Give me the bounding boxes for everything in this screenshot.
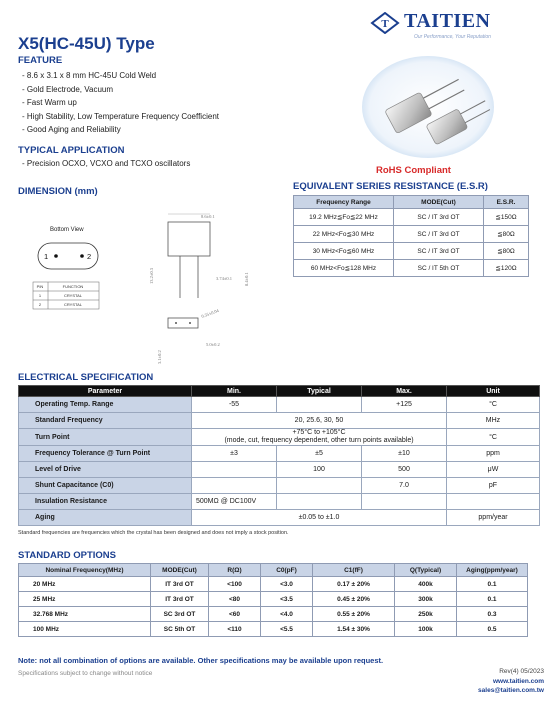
feature-item: - High Stability, Low Temperature Frequency Coefficient — [22, 111, 219, 121]
website-link[interactable]: www.taitien.com — [492, 678, 544, 685]
table-cell: 25 MHz — [19, 592, 151, 607]
esr-table — [293, 195, 529, 277]
table-cell: 32.768 MHz — [19, 607, 151, 622]
table-cell: 300k — [395, 592, 457, 607]
table-cell: °C — [447, 429, 540, 446]
table-header: C0(pF) — [261, 564, 313, 577]
table-cell: 0.5 — [457, 622, 528, 637]
table-cell — [192, 429, 447, 446]
dim-label: 0.35±0.04 — [200, 308, 220, 319]
logo-mark-icon — [370, 12, 400, 34]
table-cell: SC / IT 5th OT — [394, 260, 484, 277]
table-cell: ≦120Ω — [484, 260, 529, 277]
table-header: Parameter — [19, 386, 192, 397]
table-cell: 0.17 ± 20% — [313, 577, 395, 592]
table-row — [294, 209, 529, 226]
table-cell: <3.0 — [261, 577, 313, 592]
table-cell: <4.0 — [261, 607, 313, 622]
table-cell: 0.1 — [457, 577, 528, 592]
table-header: R(Ω) — [209, 564, 261, 577]
table-cell: <3.5 — [261, 592, 313, 607]
feature-item: - Good Aging and Reliability — [22, 125, 121, 134]
bottom-view-label: Bottom View — [50, 227, 84, 233]
table-cell: SC / IT 3rd OT — [394, 226, 484, 243]
table-header: Q(Typical) — [395, 564, 457, 577]
pin1-label: 1 — [44, 252, 49, 261]
table-cell: °C — [447, 397, 540, 413]
lead-dot — [175, 322, 177, 324]
table-cell: ppm — [447, 446, 540, 462]
table-cell — [277, 478, 362, 494]
table-cell: ≦150Ω — [484, 209, 529, 226]
page-title: X5(HC-45U) Type — [18, 34, 155, 53]
table-row — [19, 510, 540, 526]
dim-label: 3.1±0.2 — [157, 350, 162, 364]
table-row — [19, 494, 540, 510]
table-cell: 400k — [395, 577, 457, 592]
table-header: MODE(Cut) — [151, 564, 209, 577]
pin-table-header: PIN — [36, 284, 44, 289]
param-cell: Operating Temp. Range — [19, 397, 192, 413]
table-cell: SC / IT 3rd OT — [394, 243, 484, 260]
electrical-table — [18, 385, 540, 526]
pin1-dot — [54, 254, 58, 258]
esr-heading: EQUIVALENT SERIES RESISTANCE (E.S.R) — [293, 181, 488, 192]
lead-dot — [189, 322, 191, 324]
table-cell: IT 3rd OT — [151, 592, 209, 607]
table-cell — [192, 462, 277, 478]
param-cell: Level of Drive — [19, 462, 192, 478]
feature-list — [22, 69, 219, 137]
table-header: Min. — [192, 386, 277, 397]
table-header: Max. — [362, 386, 447, 397]
table-cell: ±10 — [362, 446, 447, 462]
param-cell: Shunt Capacitance (C0) — [19, 478, 192, 494]
pin-table-cell: CRYSTAL — [63, 302, 83, 307]
table-header: Nominal Frequency(MHz) — [19, 564, 151, 577]
dim-label: 13.2±0.3 — [149, 268, 154, 284]
table-header-row — [19, 564, 528, 577]
options-table — [18, 563, 528, 637]
table-cell: SC 5th OT — [151, 622, 209, 637]
application-heading: TYPICAL APPLICATION — [18, 145, 125, 156]
logo-tagline: Our Performance, Your Reputation — [414, 34, 491, 40]
dim-label: 3.74±0.1 — [216, 276, 232, 281]
table-row — [19, 446, 540, 462]
table-cell: 1.54 ± 30% — [313, 622, 395, 637]
table-cell: 60 MHz<Fo≦128 MHz — [294, 260, 394, 277]
table-row — [294, 226, 529, 243]
table-cell: ±0.05 to ±1.0 — [192, 510, 447, 526]
table-header: Frequency Range — [294, 196, 394, 209]
table-cell: 500 — [362, 462, 447, 478]
table-cell — [277, 397, 362, 413]
table-cell: -55 — [192, 397, 277, 413]
dimension-drawing — [28, 206, 268, 366]
footer-note: Note: not all combination of options are available. Other specifications may be available upon request. — [18, 656, 384, 665]
table-cell: <60 — [209, 607, 261, 622]
revision-label: Rev(4) 05/2023 — [499, 668, 544, 675]
turn-note: (mode, cut, frequency dependent, other turn points available) — [224, 437, 414, 444]
table-cell: pF — [447, 478, 540, 494]
table-row — [294, 243, 529, 260]
pin-table-header: FUNCTION — [62, 284, 84, 289]
param-cell: Aging — [19, 510, 192, 526]
table-cell — [277, 494, 362, 510]
footer-disclaimer: Specifications subject to change without notice — [18, 670, 153, 677]
table-header: Typical — [277, 386, 362, 397]
electrical-heading: ELECTRICAL SPECIFICATION — [18, 372, 154, 383]
table-cell: 500MΩ @ DC100V — [192, 494, 277, 510]
table-cell: ≦80Ω — [484, 226, 529, 243]
table-header: MODE(Cut) — [394, 196, 484, 209]
table-cell — [447, 494, 540, 510]
table-cell: SC 3rd OT — [151, 607, 209, 622]
pin-table-cell: 1 — [38, 293, 42, 298]
table-row — [19, 429, 540, 446]
table-cell: 0.1 — [457, 592, 528, 607]
table-row — [294, 260, 529, 277]
table-row — [19, 462, 540, 478]
dim-label: 5.0±0.2 — [206, 342, 220, 347]
rohs-badge: RoHS Compliant — [376, 165, 451, 176]
logo-text: TAITIEN — [404, 10, 491, 32]
table-cell: SC / IT 3rd OT — [394, 209, 484, 226]
crystal-body-side — [168, 222, 210, 256]
param-cell: Frequency Tolerance @ Turn Point — [19, 446, 192, 462]
table-cell: 100k — [395, 622, 457, 637]
param-cell: Turn Point — [19, 429, 192, 446]
table-cell: 30 MHz<Fo≦60 MHz — [294, 243, 394, 260]
table-cell: <80 — [209, 592, 261, 607]
turn-range: +75°C to +105°C — [292, 429, 346, 436]
table-cell: ≦80Ω — [484, 243, 529, 260]
table-cell: +125 — [362, 397, 447, 413]
taitien-logo — [370, 10, 520, 40]
table-cell — [192, 478, 277, 494]
table-header-row — [294, 196, 529, 209]
dim-label: 8.6±0.1 — [201, 214, 215, 219]
table-cell: IT 3rd OT — [151, 577, 209, 592]
crystal-body-top — [168, 318, 198, 328]
table-row — [19, 478, 540, 494]
table-cell: ±3 — [192, 446, 277, 462]
param-cell: Insulation Resistance — [19, 494, 192, 510]
feature-item: - Gold Electrode, Vacuum — [22, 84, 114, 94]
table-row — [19, 592, 528, 607]
table-cell: 0.55 ± 20% — [313, 607, 395, 622]
table-cell: ±5 — [277, 446, 362, 462]
table-cell: <110 — [209, 622, 261, 637]
table-cell: MHz — [447, 413, 540, 429]
dimension-heading: DIMENSION (mm) — [18, 186, 98, 197]
table-cell: <100 — [209, 577, 261, 592]
table-cell: 20 MHz — [19, 577, 151, 592]
options-heading: STANDARD OPTIONS — [18, 550, 116, 561]
table-cell: ppm/year — [447, 510, 540, 526]
param-cell: Standard Frequency — [19, 413, 192, 429]
crystal-product-photo — [360, 54, 496, 160]
pin2-label: 2 — [87, 252, 92, 261]
table-row — [19, 607, 528, 622]
table-cell: 100 MHz — [19, 622, 151, 637]
feature-item: - Fast Warm up — [22, 98, 77, 107]
table-header: Unit — [447, 386, 540, 397]
table-cell: 0.3 — [457, 607, 528, 622]
dim-label: 8.4±0.1 — [244, 272, 249, 286]
table-cell: 19.2 MHz≦Fo≦22 MHz — [294, 209, 394, 226]
table-row — [19, 577, 528, 592]
table-cell: 22 MHz<Fo≦30 MHz — [294, 226, 394, 243]
svg-text:T: T — [381, 18, 389, 30]
table-row — [19, 622, 528, 637]
application-item: - Precision OCXO, VCXO and TCXO oscillators — [22, 159, 191, 168]
table-row — [19, 397, 540, 413]
table-cell: 7.0 — [362, 478, 447, 494]
table-cell: <5.5 — [261, 622, 313, 637]
pin-table-cell: CRYSTAL — [63, 293, 83, 298]
table-cell: μW — [447, 462, 540, 478]
feature-heading: FEATURE — [18, 55, 63, 66]
electrical-note: Standard frequencies are frequencies which the crystal has been designed and does not imply a stock position. — [18, 530, 289, 536]
email-link[interactable]: sales@taitien.com.tw — [478, 687, 544, 694]
feature-item: - 8.6 x 3.1 x 8 mm HC-45U Cold Weld — [22, 71, 157, 80]
pin-table-cell: 2 — [38, 302, 42, 307]
table-cell: 20, 25.6, 30, 50 — [192, 413, 447, 429]
table-cell: 250k — [395, 607, 457, 622]
table-cell: 0.45 ± 20% — [313, 592, 395, 607]
table-row — [19, 413, 540, 429]
table-header: E.S.R. — [484, 196, 529, 209]
table-cell — [362, 494, 447, 510]
table-header: C1(fF) — [313, 564, 395, 577]
table-cell: 100 — [277, 462, 362, 478]
table-header-row — [19, 386, 540, 397]
pin2-dot — [80, 254, 84, 258]
table-header: Aging(ppm/year) — [457, 564, 528, 577]
